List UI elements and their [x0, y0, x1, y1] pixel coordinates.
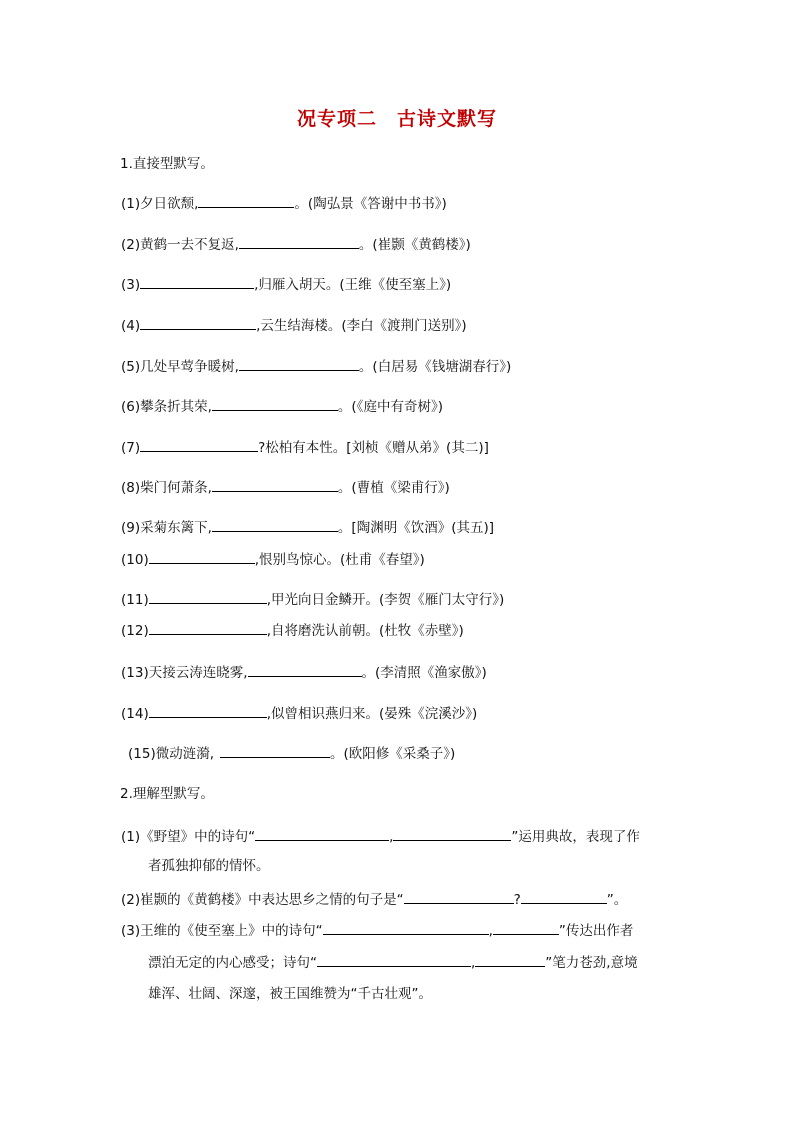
answer-blank[interactable]: [393, 826, 511, 841]
question-1-10: (10) ,恨别鸟惊心。(杜甫《春望》): [121, 549, 425, 570]
answer-blank[interactable]: [475, 952, 545, 967]
answer-blank[interactable]: [255, 826, 389, 841]
question-2-3: (3)王维的《使至塞上》中的诗句“ , ”传达出作者: [121, 920, 633, 941]
answer-blank[interactable]: [248, 662, 362, 677]
question-1-1: (1)夕日欲颓, 。(陶弘景《答谢中书书》): [121, 193, 447, 214]
answer-blank[interactable]: [140, 437, 258, 452]
question-1-9: (9)采菊东篱下, 。[陶渊明《饮酒》(其五)]: [121, 517, 494, 538]
answer-blank[interactable]: [149, 703, 267, 718]
answer-blank[interactable]: [239, 356, 359, 371]
question-1-8: (8)柴门何萧条, 。(曹植《梁甫行》): [121, 477, 450, 498]
answer-blank[interactable]: [220, 743, 330, 758]
answer-blank[interactable]: [212, 517, 338, 532]
answer-blank[interactable]: [140, 315, 256, 330]
question-1-11: (11) ,甲光向日金鳞开。(李贺《雁门太守行》): [121, 589, 504, 610]
question-2-1-cont: 者孤独抑郁的情怀。: [148, 858, 270, 874]
question-1-12: (12) ,自将磨洗认前朝。(杜牧《赤壁》): [121, 620, 464, 641]
answer-blank[interactable]: [404, 889, 514, 904]
section-2-heading: 2.理解型默写。: [120, 786, 214, 802]
answer-blank[interactable]: [521, 889, 607, 904]
answer-blank[interactable]: [149, 549, 255, 564]
question-1-2: (2)黄鹤一去不复返, 。(崔颢《黄鹤楼》): [121, 234, 471, 255]
answer-blank[interactable]: [317, 952, 471, 967]
answer-blank[interactable]: [149, 620, 267, 635]
question-2-1: (1)《野望》中的诗句“ , ”运用典故，表现了作: [121, 826, 640, 847]
answer-blank[interactable]: [212, 396, 338, 411]
question-1-7: (7) ?松柏有本性。[刘桢《赠从弟》(其二)]: [121, 437, 489, 458]
answer-blank[interactable]: [140, 274, 254, 289]
answer-blank[interactable]: [198, 193, 294, 208]
answer-blank[interactable]: [323, 920, 489, 935]
question-1-4: (4) ,云生结海楼。(李白《渡荆门送别》): [121, 315, 467, 336]
question-2-3-line3: 雄浑、壮阔、深邃，被王国维赞为“千古壮观”。: [148, 986, 432, 1002]
section-1-heading: 1.直接型默写。: [120, 156, 214, 172]
answer-blank[interactable]: [239, 234, 359, 249]
answer-blank[interactable]: [493, 920, 559, 935]
question-1-3: (3) ,归雁入胡天。(王维《使至塞上》): [121, 274, 451, 295]
question-1-15: (15)微动涟漪, 。(欧阳修《采桑子》): [128, 743, 455, 764]
question-1-6: (6)攀条折其荣, 。(《庭中有奇树》): [121, 396, 443, 417]
question-1-13: (13)天接云涛连晓雾, 。(李清照《渔家傲》): [121, 662, 487, 683]
answer-blank[interactable]: [149, 589, 267, 604]
question-1-14: (14) ,似曾相识燕归来。(晏殊《浣溪沙》): [121, 703, 477, 724]
question-2-3-line2: 漂泊无定的内心感受；诗句“ , ”笔力苍劲,意境: [148, 952, 638, 973]
answer-blank[interactable]: [212, 477, 338, 492]
question-2-2: (2)崔颢的《黄鹤楼》中表达思乡之情的句子是“ ? ”。: [121, 889, 627, 910]
page-title: 况专项二 古诗文默写: [296, 108, 497, 130]
question-1-5: (5)几处早莺争暖树, 。(白居易《钱塘湖春行》): [121, 356, 511, 377]
